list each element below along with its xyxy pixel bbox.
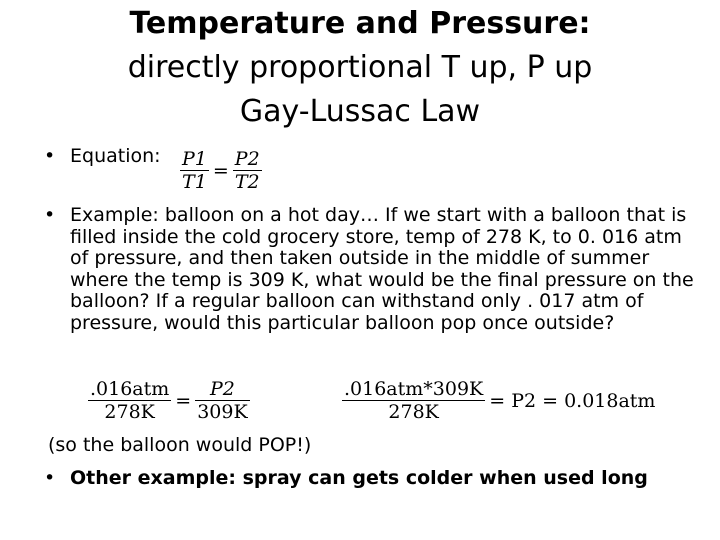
equation-fraction-right — [233, 148, 262, 193]
solution-result: = P2 = 0.018atm — [489, 389, 656, 412]
equation-fraction-left — [180, 148, 209, 193]
equation-numerator-right: P2 — [234, 148, 260, 170]
example-paragraph: Example: balloon on a hot day… If we start with a balloon that is filled inside the cold grocery store, temp of 278 K, to 0. 016 atm of pressure, and then taken outside in the middle of summer where the temp is 309 K, what would be the final pressure on the balloon? If a regular balloon can withstand only . 017 atm of pressure, would this particular balloon pop once outside? — [70, 204, 694, 334]
other-example-text: Other example: spray can gets colder when used long — [70, 467, 648, 489]
solution-denominator: 278K — [388, 401, 439, 423]
title-line-1: Temperature and Pressure: — [129, 6, 591, 41]
solution-numerator: .016atm*309K — [344, 378, 484, 400]
gay-lussac-equation — [180, 148, 262, 193]
solution-fraction — [342, 378, 485, 423]
setup-denominator-left: 278K — [104, 401, 155, 423]
bullet-dot: • — [44, 204, 56, 226]
slide-title — [0, 2, 720, 134]
setup-fraction-left — [88, 378, 171, 423]
equation-numerator-left: P1 — [182, 148, 207, 170]
setup-numerator-left: .016atm — [90, 378, 170, 400]
solution-equation — [342, 378, 659, 423]
setup-fraction-right — [195, 378, 249, 423]
equation-label: Equation: — [70, 145, 161, 167]
equation-equals: = — [212, 159, 229, 182]
bullet-dot: • — [44, 145, 56, 167]
title-line-3: Gay-Lussac Law — [239, 94, 481, 129]
setup-equals: = — [175, 389, 192, 412]
pop-note: (so the balloon would POP!) — [48, 434, 312, 456]
bullet-dot: • — [44, 467, 56, 489]
setup-numerator-right: P2 — [195, 378, 249, 401]
setup-equation — [88, 378, 250, 423]
setup-denominator-right: 309K — [197, 401, 248, 423]
equation-denominator-left: T1 — [182, 171, 207, 193]
title-line-2: directly proportional T up, P up — [127, 50, 593, 85]
equation-denominator-right: T2 — [234, 171, 260, 193]
